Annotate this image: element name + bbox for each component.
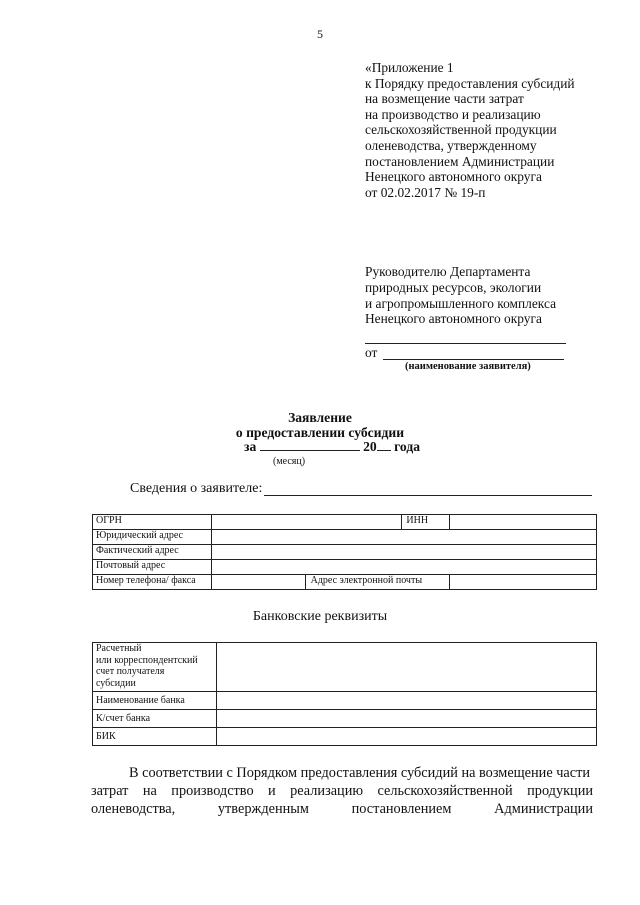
application-subtitle: о предоставлении субсидии [235,425,405,440]
paragraph-word: и [268,783,276,799]
addressee-line: и агропромышленного комплекса [365,295,557,311]
from-row [365,345,377,361]
legal-address-value[interactable] [211,530,596,545]
application-title: Заявление [288,410,352,425]
year-suffix: года [394,439,420,454]
account-label-line: субсидии [96,677,136,689]
paragraph-word: на [142,783,157,799]
account-label-line: Расчетный [96,643,142,654]
paragraph-word: оленеводства, [91,801,176,817]
bik-label: БИК [93,728,217,746]
appendix-line: от 02.02.2017 № 19-п [365,184,486,200]
period-line [244,439,420,455]
period-prefix: за [244,439,257,454]
appendix-line: к Порядку предоставления субсидий [365,75,575,91]
account-label-line: счет получателя [96,666,165,677]
month-note: (месяц) [273,456,306,467]
legal-address-label: Юридический адрес [93,530,212,545]
appendix-line: Ненецкого автономного округа [365,169,542,185]
appendix-line: «Приложение 1 [365,60,454,75]
bank-details-title: Банковские реквизиты [252,609,388,624]
ogrn-value[interactable] [211,515,402,530]
addressee-line: Руководителю Департамента [365,264,531,279]
month-field[interactable] [260,439,360,451]
year-prefix: 20 [363,439,377,454]
email-label: Адрес электронной почты [305,575,450,590]
page-number: 5 [317,27,323,41]
appendix-line: постановлением Администрации [365,153,555,169]
postal-address-label: Почтовый адрес [93,560,212,575]
inn-value[interactable] [450,515,597,530]
paragraph-line-3 [91,800,593,818]
corr-account-value[interactable] [216,710,596,728]
paragraph-line-1: В соответствии с Порядком предоставления субсидий на возмещение части [129,765,591,781]
applicant-name-field[interactable] [383,359,564,360]
actual-address-value[interactable] [211,545,596,560]
paragraph-word: затрат [91,783,129,799]
applicant-info-label: Сведения о заявителе: [130,481,263,496]
addressee-line: Ненецкого автономного округа [365,311,542,327]
appendix-line: сельскохозяйственной продукции [365,122,557,138]
paragraph-word: продукции [527,783,593,799]
paragraph-line-2 [91,782,593,800]
account-label-line: или корреспондентский [96,654,198,666]
bank-table [92,642,597,746]
inn-label: ИНН [402,515,450,530]
postal-address-value[interactable] [211,560,596,575]
account-label [93,643,217,692]
year-field[interactable] [377,439,391,451]
applicant-table [92,514,597,590]
paragraph-word: сельскохозяйственной [377,783,513,799]
corr-account-label: К/счет банка [93,710,217,728]
addressee-line: природных ресурсов, экологии [365,279,542,295]
actual-address-label: Фактический адрес [93,545,212,560]
paragraph-word: утвержденным [217,801,309,817]
account-value[interactable] [216,643,596,692]
applicant-info-label-row [130,481,262,497]
appendix-line: оленеводства, утвержденному [365,137,537,153]
paragraph-word: Администрации [494,801,593,817]
applicant-info-field[interactable] [264,495,592,496]
appendix-line: на производство и реализацию [365,106,541,122]
body-paragraph [91,764,593,818]
from-label: от [365,345,378,360]
bank-name-value[interactable] [216,692,596,710]
paragraph-word: постановлением [351,801,452,817]
addressee-blank-line[interactable] [365,343,566,344]
ogrn-label: ОГРН [93,515,212,530]
bik-value[interactable] [216,728,596,746]
paragraph-word: производство [171,783,254,799]
addressee-block [365,264,625,327]
paragraph-word: реализацию [290,783,364,799]
appendix-block [365,60,625,200]
bank-name-label: Наименование банка [93,692,217,710]
email-value[interactable] [450,575,597,590]
appendix-line: на возмещение части затрат [365,91,524,107]
applicant-note: (наименование заявителя) [405,361,531,372]
phone-fax-label: Номер телефона/ факса [93,575,212,590]
phone-fax-value[interactable] [211,575,305,590]
